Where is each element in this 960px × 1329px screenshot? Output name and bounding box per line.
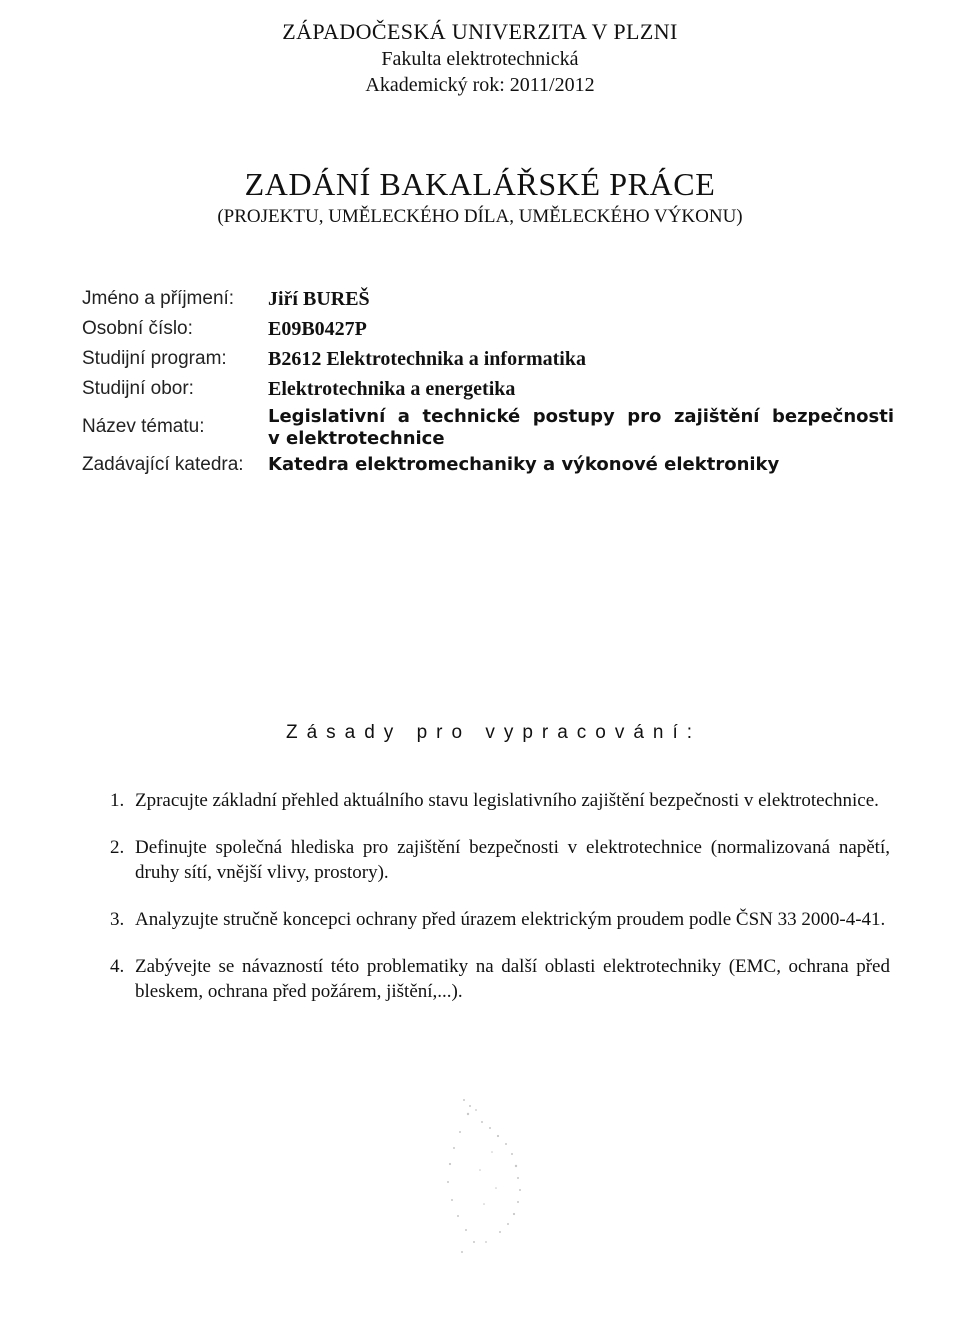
task-list [110, 788, 890, 1026]
topic-value [268, 404, 894, 450]
university-name: ZÁPADOČESKÁ UNIVERZITA V PLZNI [282, 19, 678, 44]
list-item [110, 907, 890, 932]
info-row-topic [82, 404, 894, 450]
topic-label: Název tématu: [82, 416, 205, 437]
info-row-field [82, 374, 894, 404]
task-text: Analyzujte stručně koncepci ochrany před úrazem elektrickým proudem podle ČSN 33 2000-4-41. [135, 909, 886, 930]
id-label: Osobní číslo: [82, 318, 193, 339]
info-row-id [82, 314, 894, 344]
task-number: 2. [110, 837, 125, 858]
list-item [110, 788, 890, 813]
topic-line-1: Legislativní a technické postupy pro zajištění bezpečnosti [268, 406, 894, 427]
academic-year-value: 2011/2012 [509, 74, 595, 96]
name-value: Jiří BUREŠ [268, 288, 370, 310]
principles-heading: Zásady pro vypracování: [286, 722, 702, 743]
program-value: B2612 Elektrotechnika a informatika [268, 348, 586, 370]
task-number: 1. [110, 790, 125, 811]
task-number: 4. [110, 956, 125, 977]
faint-stamp-mark [440, 1092, 540, 1262]
info-row-department [82, 450, 894, 480]
info-row-program [82, 344, 894, 374]
name-label: Jméno a příjmení: [82, 288, 235, 309]
field-value: Elektrotechnika a energetika [268, 378, 516, 400]
title-block [0, 164, 960, 230]
faculty-name: Fakulta elektrotechnická [381, 48, 579, 70]
list-item [110, 954, 890, 1004]
document-subtitle: (PROJEKTU, UMĚLECKÉHO DÍLA, UMĚLECKÉHO VÝKONU) [217, 206, 743, 227]
academic-year-label: Akademický rok: [365, 74, 505, 96]
topic-line-2: v elektrotechnice [268, 428, 445, 449]
task-number: 3. [110, 909, 125, 930]
info-row-name [82, 284, 894, 314]
program-label: Studijní program: [82, 348, 227, 369]
id-value: E09B0427P [268, 318, 367, 340]
task-text: Definujte společná hlediska pro zajištění bezpečnosti v elektrotechnice (normalizovaná napětí, druhy sítí, vnější vlivy, prostory). [135, 837, 890, 883]
document-header [0, 18, 960, 98]
department-value: Katedra elektromechaniky a výkonové elektroniky [268, 454, 780, 475]
task-text: Zpracujte základní přehled aktuálního stavu legislativního zajištění bezpečnosti v elektrotechnice. [135, 790, 879, 811]
field-label: Studijní obor: [82, 378, 194, 399]
list-item [110, 835, 890, 885]
academic-year [0, 72, 960, 98]
document-title: ZADÁNÍ BAKALÁŘSKÉ PRÁCE [244, 166, 716, 202]
department-label: Zadávající katedra: [82, 454, 244, 475]
student-info [82, 284, 894, 480]
task-text: Zabývejte se návazností této problematiky na další oblasti elektrotechniky (EMC, ochrana před bleskem, ochrana před požárem, jištění,...). [135, 956, 890, 1002]
